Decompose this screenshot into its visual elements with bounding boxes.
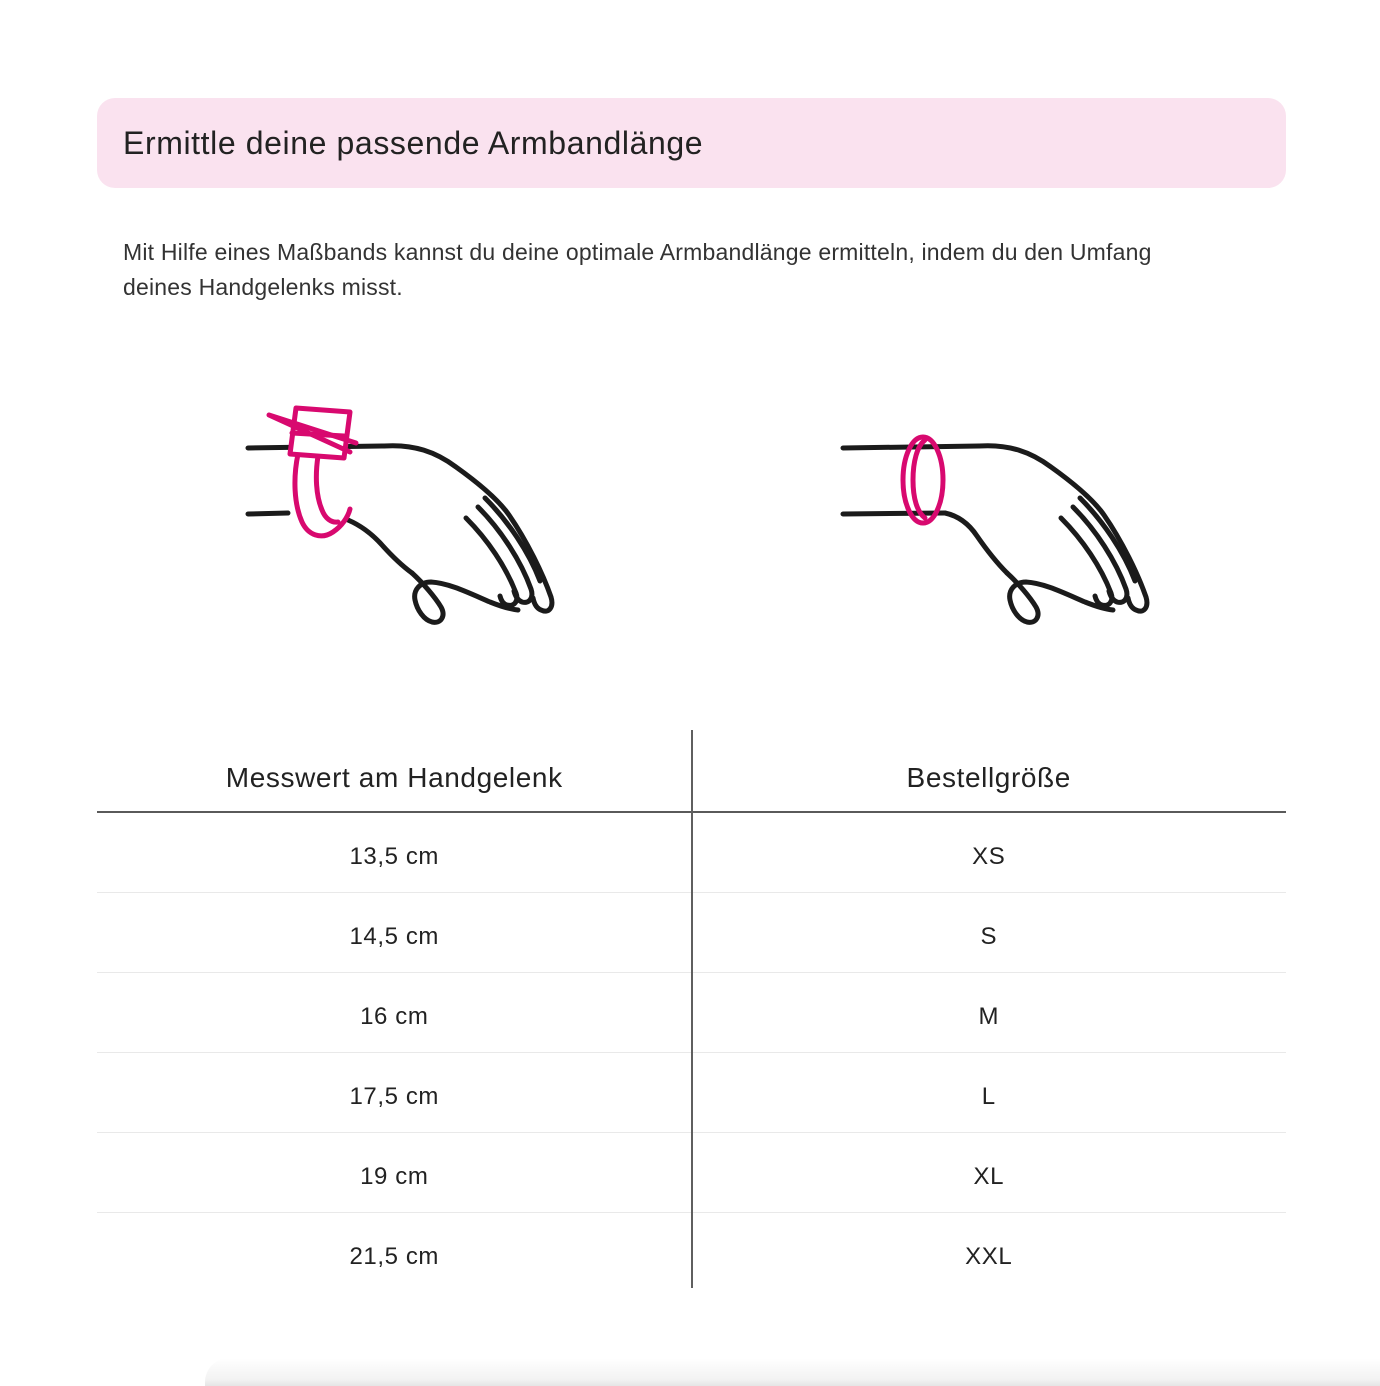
bracelet-wrist-icon bbox=[833, 396, 1203, 656]
measuring-tape-icon bbox=[269, 408, 356, 536]
measurement-value: 17,5 cm bbox=[349, 1082, 440, 1110]
measurement-value: 19 cm bbox=[360, 1162, 429, 1190]
title-banner bbox=[97, 98, 1286, 188]
size-table bbox=[97, 730, 1286, 1288]
measurement-value: 16 cm bbox=[360, 1002, 429, 1030]
column-header-order-size: Bestellgröße bbox=[906, 761, 1071, 793]
size-value: XXL bbox=[965, 1242, 1013, 1270]
bracelet-band-icon bbox=[903, 437, 943, 523]
hand-line-art bbox=[843, 446, 1147, 623]
bottom-edge-shadow bbox=[205, 1358, 1380, 1386]
size-value: L bbox=[981, 1082, 996, 1110]
table-vertical-divider bbox=[691, 730, 693, 1288]
measurement-value: 14,5 cm bbox=[349, 922, 440, 950]
size-value: XL bbox=[973, 1162, 1005, 1190]
page-title: Ermittle deine passende Armbandlänge bbox=[123, 124, 704, 161]
column-header-measurement: Messwert am Handgelenk bbox=[225, 761, 563, 793]
measurement-value: 21,5 cm bbox=[349, 1242, 440, 1270]
intro-text: Mit Hilfe eines Maßbands kannst du deine optimale Armbandlänge ermitteln, indem du den Umfang deines Handgelenks misst. bbox=[123, 239, 1152, 300]
measurement-value: 13,5 cm bbox=[349, 842, 440, 870]
size-value: M bbox=[978, 1002, 1000, 1030]
measuring-tape-wrist-icon bbox=[238, 396, 608, 656]
size-value: XS bbox=[972, 842, 1006, 870]
size-value: S bbox=[980, 922, 998, 950]
